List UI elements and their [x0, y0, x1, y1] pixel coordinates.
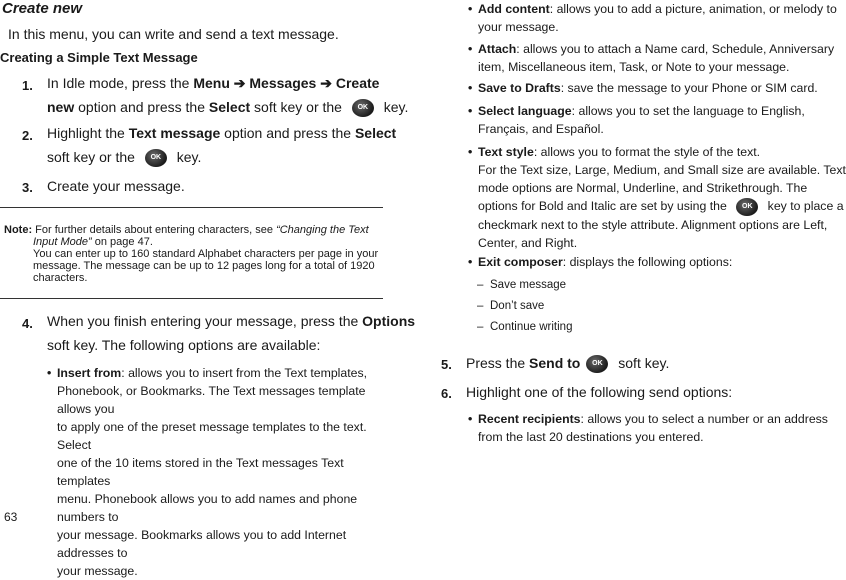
step-1: In Idle mode, press the Menu ➔ Messages ➔ Create new option and press the Select soft key or the OK key. — [47, 71, 392, 119]
list-item: Save message — [490, 279, 567, 291]
ok-key-icon: OK — [586, 355, 608, 373]
step-2: Highlight the Text message option and press the Select soft key or the OK key. — [47, 121, 392, 169]
step-number: 6. — [441, 386, 452, 401]
step-number: 5. — [441, 357, 452, 372]
note-bottom-rule — [0, 298, 383, 299]
text-style-option: Text style: allows you to format the style of the text. For the Text size, Large, Medium, and Small size are available. Text mode options are Normal, Underline, and Strikethrough. The options for Bold and Italic are set by using the OK key to place a checkmark next to the style attribute. Alignment options are Left, Center, and Right. — [478, 145, 846, 250]
section-heading: Creating a Simple Text Message — [0, 50, 198, 65]
step-number: 3. — [22, 180, 33, 195]
note-top-rule — [0, 207, 383, 208]
list-item: Continue writing — [490, 321, 573, 333]
step-number: 4. — [22, 316, 33, 331]
ok-key-icon: OK — [736, 198, 758, 216]
save-to-drafts-option: Save to Drafts: save the message to your Phone or SIM card. — [478, 81, 818, 95]
step-3: Create your message. — [47, 178, 185, 194]
intro-text: In this menu, you can write and send a text message. — [8, 26, 339, 42]
step-6: Highlight one of the following send options: — [466, 384, 733, 400]
add-content-option: Add content: allows you to add a picture, animation, or melody to your message. — [478, 2, 837, 34]
page-title: Create new — [2, 0, 83, 17]
note-box: Note: For further details about entering characters, see “Changing the Text — [4, 224, 369, 236]
step-4: When you finish entering your message, press the Options soft key. The following options are available: — [47, 313, 416, 353]
attach-option: Attach: allows you to attach a Name card, Schedule, Anniversary item, Miscellaneous item, Task, or Note to your message. — [478, 42, 835, 74]
page-number: 63 — [4, 510, 18, 524]
select-language-option: Select language: allows you to set the language to English, Français, and Español. — [478, 104, 805, 136]
exit-options-list — [490, 275, 572, 338]
recent-recipients-option: Recent recipients: allows you to select a number or an address from the last 20 destinations you entered. — [478, 412, 828, 444]
step-number: 1. — [22, 78, 33, 93]
ok-key-icon: OK — [352, 99, 374, 117]
list-item: Don’t save — [490, 300, 545, 312]
insert-from-option: Insert from: allows you to insert from the Text templates, Phonebook, or Bookmarks. The Text messages template allows you to apply one of the preset message templates to the text. Select one of the 10 items stored in the Text messages Text templates menu. Phonebook allows you to add names and phone numbers to your message. Bookmarks allows you to add Internet addresses to your message. — [57, 366, 368, 578]
note-body: Input Mode” on page 47. You can enter up to 160 standard Alphabet characters per page in your message. The message can be up to 12 pages long for a total of 1920 characters. — [33, 236, 379, 284]
step-5: Press the Send to OK soft key. — [466, 351, 669, 375]
exit-composer-option: Exit composer: displays the following options: — [478, 255, 733, 269]
ok-key-icon: OK — [145, 149, 167, 167]
step-number: 2. — [22, 128, 33, 143]
